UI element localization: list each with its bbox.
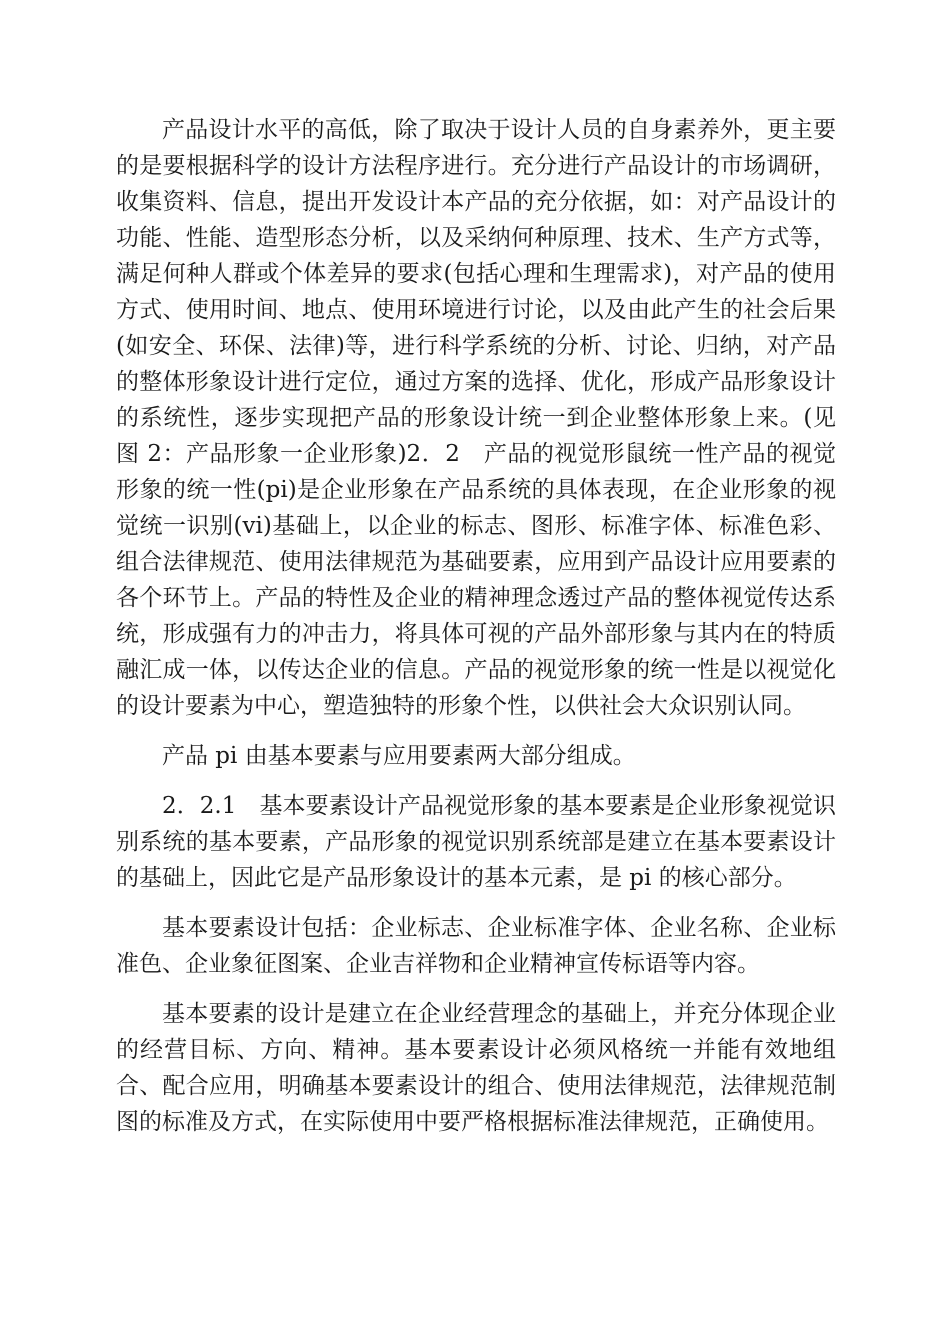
paragraph-basic-elements-principles: 基本要素的设计是建立在企业经营理念的基础上，并充分体现企业的经营目标、方向、精神。基本要素设计必须风格统一并能有效地组合、配合应用，明确基本要素设计的组合、使用法律规范，法律规范制图的标准及方式，在实际使用中要严格根据标准法律规范，正确使用。 xyxy=(116,1001,836,1135)
paragraph-basic-elements-list: 基本要素设计包括：企业标志、企业标准字体、企业名称、企业标准色、企业象征图案、企业吉祥物和企业精神宣传标语等内容。 xyxy=(116,915,836,977)
paragraph-product-design-method: 产品设计水平的高低，除了取决于设计人员的自身素养外，更主要的是要根据科学的设计方法程序进行。充分进行产品设计的市场调研，收集资料、信息，提出开发设计本产品的充分依据，如：对产品设计的功能、性能、造型形态分析，以及采纳何种原理、技术、生产方式等，满足何种人群或个体差异的要求(包括心理和生理需求)，对产品的使用方式、使用时间、地点、使用环境进行讨论，以及由此产生的社会后果(如安全、环保、法律)等，进行科学系统的分析、讨论、归纳，对产品的整体形象设计进行定位，通过方案的选择、优化，形成产品形象设计的系统性，逐步实现把产品的形象设计统一到企业整体形象上来。(见图 2：产品形象一企业形象)2．2 产品的视觉形鼠统一性产品的视觉形象的统一性(pi)是企业形象在产品系统的具体表现，在企业形象的视觉统一识别(vi)基础上，以企业的标志、图形、标准字体、标准色彩、组合法律规范、使用法律规范为基础要素，应用到产品设计应用要素的各个环节上。产品的特性及企业的精神理念透过产品的整体视觉传达系统，形成强有力的冲击力，将具体可视的产品外部形象与其内在的特质融汇成一体，以传达企业的信息。产品的视觉形象的统一性是以视觉化的设计要素为中心，塑造独特的形象个性，以供社会大众识别认同。 xyxy=(116,117,836,719)
paragraph-pi-composition: 产品 pi 由基本要素与应用要素两大部分组成。 xyxy=(162,743,636,769)
paragraph-basic-elements-design: 2．2.1 基本要素设计产品视觉形象的基本要素是企业形象视觉识别系统的基本要素，产品形象的视觉识别系统部是建立在基本要素设计的基础上，因此它是产品形象设计的基本元素，是 pi 的核心部分。 xyxy=(116,793,836,891)
document-page xyxy=(116,112,836,1154)
